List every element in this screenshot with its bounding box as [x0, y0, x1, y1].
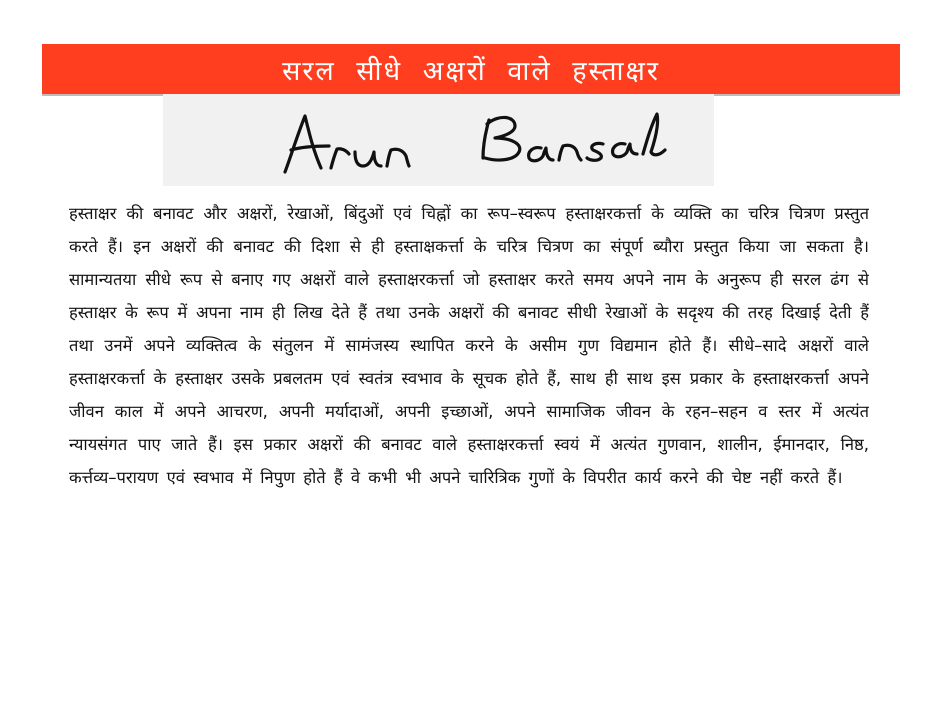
handwritten-signature: [163, 94, 714, 186]
page-title: सरल सीधे अक्षरों वाले हस्ताक्षर: [282, 55, 660, 87]
signature-image: [163, 94, 714, 186]
body-paragraph: हस्ताक्षर की बनावट और अक्षरों, रेखाओं, बिंदुओं एवं चिह्नों का रूप–स्वरूप हस्ताक्षरकर्त्ता के व्यक्ति का चरित्र चित्रण प्रस्तुत करते हैं। इन अक्षरों की बनावट की दिशा से ही हस्ताक्षकर्त्ता के चरित्र चित्रण का संपूर्ण ब्यौरा प्रस्तुत किया जा सकता है। सामान्यतया सीधे रूप से बनाए गए अक्षरों वाले हस्ताक्षरकर्त्ता जो हस्ताक्षर करते समय अपने नाम के अनुरूप ही सरल ढंग से हस्ताक्षर के रूप में अपना नाम ही लिख देते हैं तथा उनके अक्षरों की बनावट सीधी रेखाओं के सदृश्य की तरह दिखाई देती हैं तथा उनमें अपने व्यक्तित्व के संतुलन में सामंजस्य स्थापित करने के असीम गुण विद्यमान होते हैं। सीधे–सादे अक्षरों वाले हस्ताक्षरकर्त्ता के हस्ताक्षर उसके प्रबलतम एवं स्वतंत्र स्वभाव के सूचक होते हैं, साथ ही साथ इस प्रकार के हस्ताक्षरकर्त्ता अपने जीवन काल में अपने आचरण, अपनी मर्यादाओं, अपनी इच्छाओं, अपने सामाजिक जीवन के रहन–सहन व स्तर में अत्यंत न्यायसंगत पाए जाते हैं। इस प्रकार अक्षरों की बनावट वाले हस्ताक्षरकर्त्ता स्वयं में अत्यंत गुणवान, शालीन, ईमानदार, निष्ठ, कर्त्तव्य–परायण एवं स्वभाव में निपुण होते हैं वे कभी भी अपने चारित्रिक गुणों के विपरीत कार्य करने की चेष्ट नहीं करते हैं।: [69, 204, 869, 487]
title-banner: [42, 44, 900, 94]
